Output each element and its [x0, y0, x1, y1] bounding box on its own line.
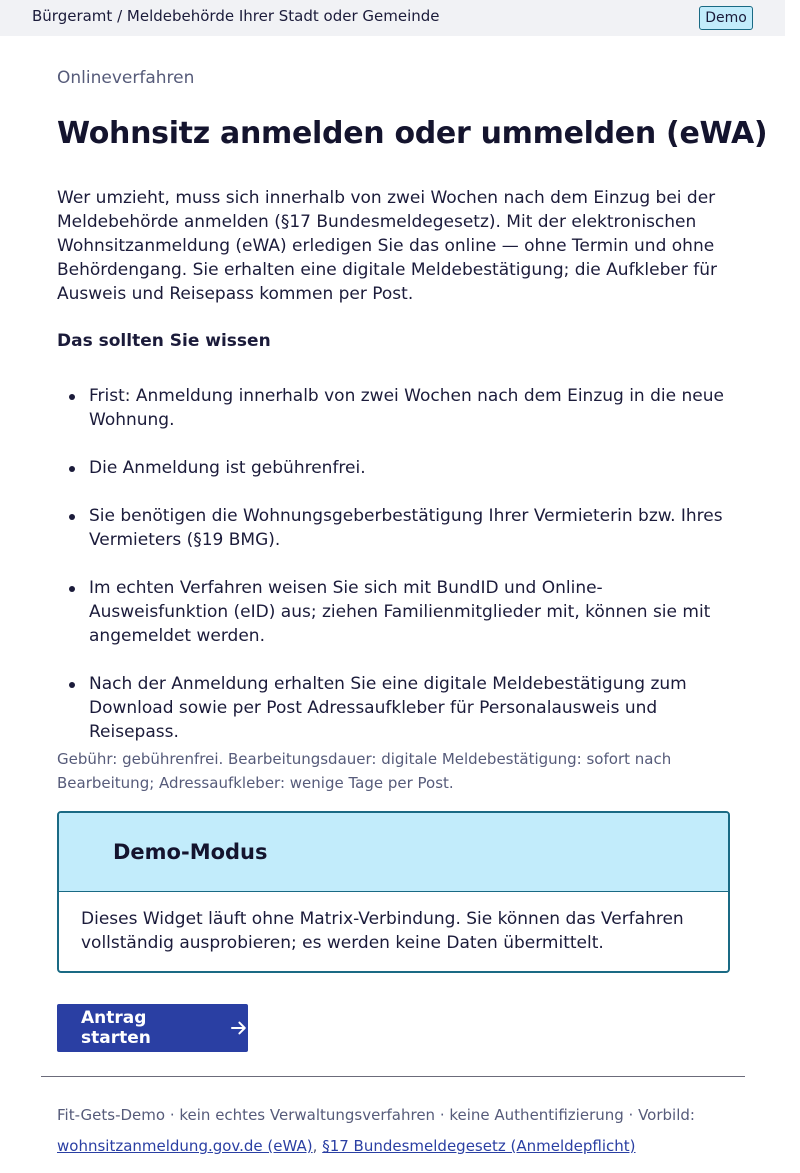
demo-notice-title: Demo-Modus [113, 840, 268, 864]
fee-duration-info: Gebühr: gebührenfrei. Bearbeitungsdauer: digitale Meldebestätigung: sofort nach Bearbeitung; Adressaufkleber: wenige Tage per Post. [57, 750, 672, 792]
demo-notice-body: Dieses Widget läuft ohne Matrix-Verbindung. Sie können das Verfahren vollständig ausprobieren; es werden keine Daten übermittelt. [81, 909, 684, 953]
footer-separator: , [312, 1137, 318, 1155]
footer-text: Fit-Gets-Demo · kein echtes Verwaltungsverfahren · keine Authentifizierung · Vorbild: [57, 1106, 695, 1124]
breadcrumb: Bürgeramt / Meldebehörde Ihrer Stadt oder Gemeinde [32, 7, 440, 25]
list-item: Im echten Verfahren weisen Sie sich mit BundID und Online-Ausweisfunktion (eID) aus; ziehen Familienmitglieder mit, können sie mit angemeldet werden. [57, 576, 725, 648]
facts-heading: Das sollten Sie wissen [57, 331, 271, 351]
intro-text: Wer umzieht, muss sich innerhalb von zwei Wochen nach dem Einzug bei der Meldebehörde anmelden (§17 Bundesmeldegesetz). Mit der elektronischen Wohnsitzanmeldung (eWA) erledigen Sie das online — ohne Termin und ohne Behördengang. Sie erhalten eine digitale Meldebestätigung; die Aufkleber für Ausweis und Reisepass kommen per Post. [57, 188, 717, 304]
demo-badge: Demo [699, 6, 753, 30]
footer-link-bmg[interactable]: §17 Bundesmeldegesetz (Anmeldepflicht) [322, 1137, 636, 1155]
footer [57, 1100, 757, 1162]
facts-list [57, 384, 725, 768]
list-item: Frist: Anmeldung innerhalb von zwei Wochen nach dem Einzug in die neue Wohnung. [57, 384, 725, 432]
footer-link-ewa[interactable]: wohnsitzanmeldung.gov.de (eWA) [57, 1137, 313, 1155]
footer-divider [41, 1076, 745, 1077]
demo-notice-header [59, 813, 728, 892]
start-application-button[interactable] [57, 1004, 248, 1052]
page-overline: Onlineverfahren [57, 68, 195, 88]
list-item: Sie benötigen die Wohnungsgeberbestätigung Ihrer Vermieterin bzw. Ihres Vermieters (§19 BMG). [57, 504, 725, 552]
page-title: Wohnsitz anmelden oder ummelden (eWA) [57, 116, 768, 151]
list-item: Nach der Anmeldung erhalten Sie eine digitale Meldebestätigung zum Download sowie per Post Adressaufkleber für Personalausweis und Reisepass. [57, 672, 725, 744]
list-item: Die Anmeldung ist gebührenfrei. [57, 456, 725, 480]
start-application-label: Antrag starten [81, 1008, 151, 1048]
demo-notice [57, 811, 730, 973]
top-bar [0, 0, 785, 36]
arrow-right-icon [230, 1019, 248, 1037]
